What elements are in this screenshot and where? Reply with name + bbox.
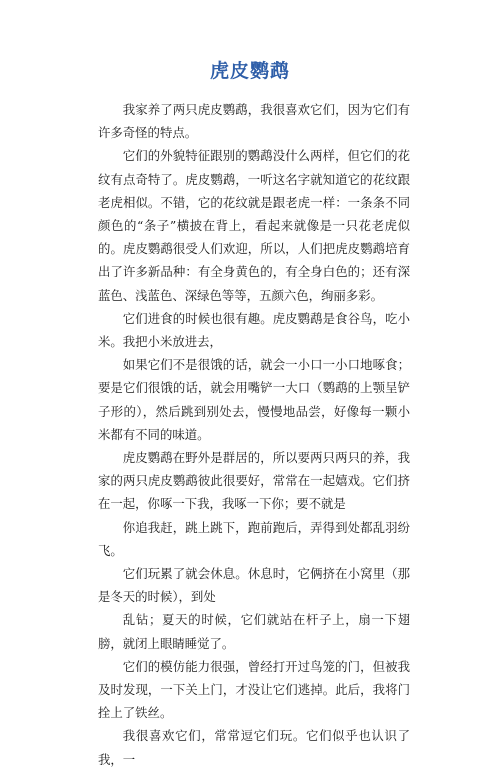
paragraph: 它们的模仿能力很强，曾经打开过鸟笼的门，但被我及时发现，一下关上门，才没让它们逃掉。此后，我将门拴上了铁丝。 [98, 658, 410, 721]
document-title: 虎皮鹦鹉 [209, 60, 290, 82]
paragraph: 如果它们不是很饿的话，就会一小口一小口地啄食；要是它们很饿的话，就会用嘴铲一大口（鹦鹉的上颚呈铲子形的），然后跳到别处去，慢慢地品尝，好像每一颗小米都有不同的味道。 [98, 357, 410, 442]
paragraph: 我家养了两只虎皮鹦鹉，我很喜欢它们，因为它们有许多奇怪的特点。 [98, 102, 410, 141]
paragraph: 它们玩累了就会休息。休息时，它俩挤在小窝里（那是冬天的时候），到处 [98, 566, 410, 605]
paragraph: 我很喜欢它们，常常逗它们玩。它们似乎也认识了我，一 [98, 728, 410, 767]
paragraph: 你追我赶，跳上跳下，跑前跑后，弄得到处都乱羽纷飞。 [98, 519, 410, 558]
paragraph: 它们进食的时候也很有趣。虎皮鹦鹉是食谷鸟，吃小米。我把小米放进去， [98, 310, 410, 350]
paragraph: 它们的外貌特征跟别的鹦鹉没什么两样，但它们的花纹有点奇特了。虎皮鹦鹉，一听这名字就知道它的花纹跟老虎相似。不错，它的花纹就是跟老虎一样：一条条不同颜色的“条子”横披在背上，看起来就像是一只花老虎似的。虎皮鹦鹉很受人们欢迎，所以，人们把虎皮鹦鹉培育出了许多新品种：有全身黄色的，有全身白色的；还有深蓝色、浅蓝色、深绿色等等，五颜六色，绚丽多彩。 [98, 148, 410, 303]
paragraph: 乱钻；夏天的时候，它们就站在杆子上，扇一下翅膀，就闭上眼睛睡觉了。 [98, 612, 410, 651]
paragraph: 虎皮鹦鹉在野外是群居的，所以要两只两只的养，我家的两只虎皮鹦鹉彼此很要好，常常在一起嬉戏。它们挤在一起，你啄一下我，我啄一下你；要不就是 [98, 450, 410, 512]
document-body [98, 98, 410, 771]
